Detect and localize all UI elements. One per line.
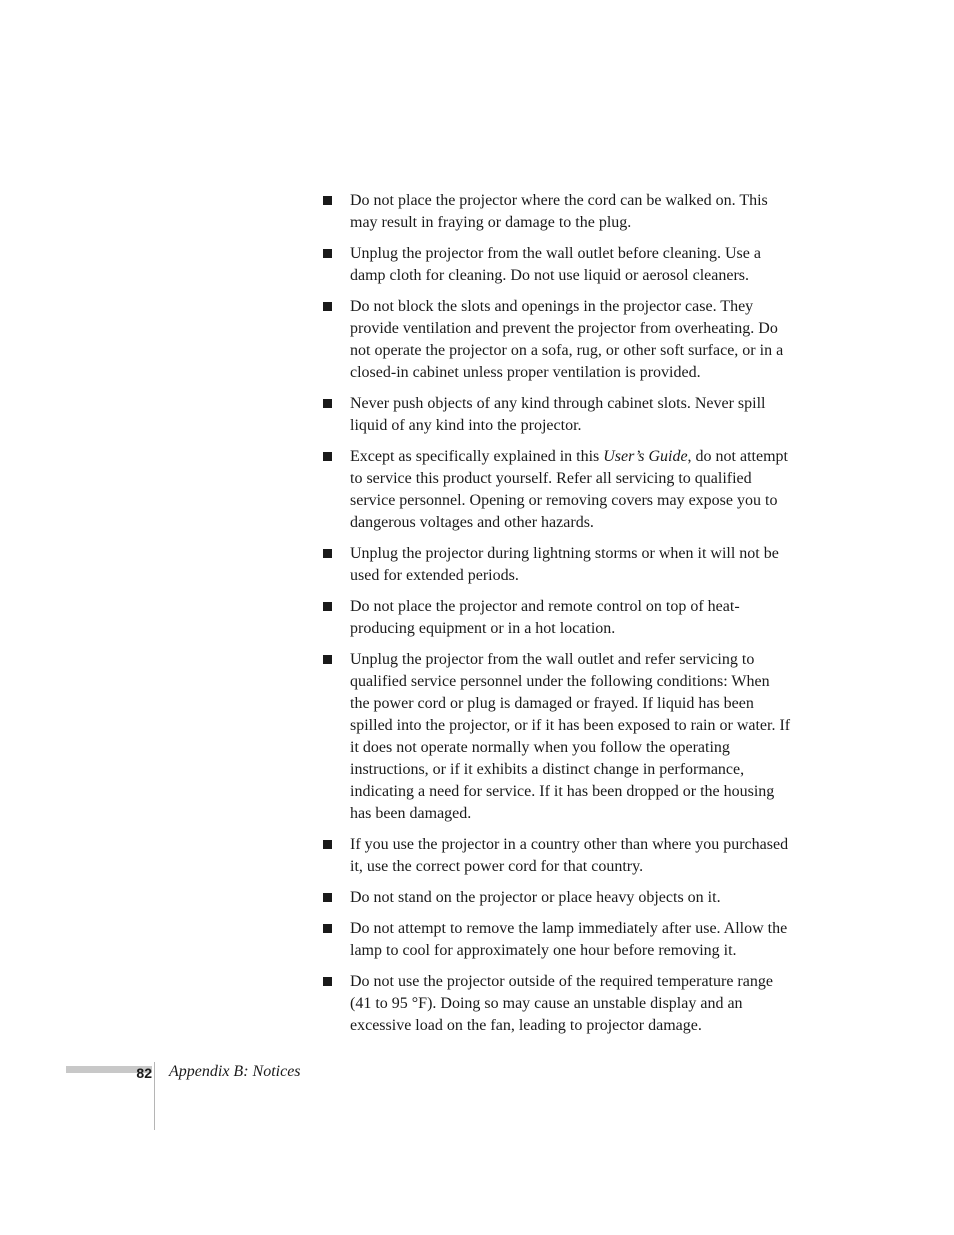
bullet-text: Do not stand on the projector or place heavy objects on it.: [350, 889, 721, 906]
list-item: [322, 918, 792, 962]
safety-bullet-list: [322, 190, 792, 1037]
notices-content: [322, 190, 792, 1046]
bullet-text: Do not attempt to remove the lamp immediately after use. Allow the lamp to cool for approximately one hour before removing it.: [350, 920, 788, 959]
square-bullet-icon: [323, 840, 332, 849]
list-item: [322, 190, 792, 234]
square-bullet-icon: [323, 924, 332, 933]
bullet-text: [350, 448, 788, 531]
square-bullet-icon: [323, 249, 332, 258]
bullet-text-before: Except as specifically explained in this: [350, 448, 604, 465]
list-item: [322, 596, 792, 640]
footer-divider: [154, 1062, 155, 1130]
square-bullet-icon: [323, 399, 332, 408]
users-guide-title: User’s Guide: [603, 448, 688, 465]
square-bullet-icon: [323, 977, 332, 986]
square-bullet-icon: [323, 893, 332, 902]
list-item: [322, 243, 792, 287]
list-item: [322, 887, 792, 909]
bullet-text: Unplug the projector from the wall outlet before cleaning. Use a damp cloth for cleaning. Do not use liquid or aerosol cleaners.: [350, 245, 761, 284]
square-bullet-icon: [323, 655, 332, 664]
list-item: [322, 446, 792, 534]
bullet-text-after: , do not attempt to service this product yourself. Refer all servicing to qualified service personnel. Opening or removing covers may expose you to dangerous voltages and other hazards.: [350, 448, 788, 531]
bullet-text: Do not place the projector where the cord can be walked on. This may result in fraying or damage to the plug.: [350, 192, 768, 231]
square-bullet-icon: [323, 602, 332, 611]
page-number: 82: [136, 1065, 152, 1081]
list-item: [322, 393, 792, 437]
list-item: [322, 971, 792, 1037]
square-bullet-icon: [323, 302, 332, 311]
square-bullet-icon: [323, 452, 332, 461]
list-item: [322, 834, 792, 878]
list-item: [322, 649, 792, 825]
bullet-text: Never push objects of any kind through cabinet slots. Never spill liquid of any kind into the projector.: [350, 395, 766, 434]
list-item: [322, 296, 792, 384]
list-item: [322, 543, 792, 587]
bullet-text: Do not place the projector and remote control on top of heat-producing equipment or in a hot location.: [350, 598, 740, 637]
bullet-text: Unplug the projector during lightning storms or when it will not be used for extended periods.: [350, 545, 779, 584]
bullet-text: If you use the projector in a country other than where you purchased it, use the correct power cord for that country.: [350, 836, 789, 875]
square-bullet-icon: [323, 549, 332, 558]
square-bullet-icon: [323, 196, 332, 205]
footer-section-title: Appendix B: Notices: [169, 1063, 301, 1080]
bullet-text: Unplug the projector from the wall outlet and refer servicing to qualified service personnel under the following conditions: When the power cord or plug is damaged or frayed. If liquid has been spilled into the projector, or if it has been exposed to rain or water. If it does not operate normally when you follow the operating instructions, or if it exhibits a distinct change in performance, indicating a need for service. If it has been dropped or the housing has been damaged.: [350, 651, 791, 822]
bullet-text: Do not use the projector outside of the required temperature range (41 to 95 °F). Doing so may cause an unstable display and an excessive load on the fan, leading to projector damage.: [350, 973, 773, 1034]
bullet-text: Do not block the slots and openings in the projector case. They provide ventilation and prevent the projector from overheating. Do not operate the projector on a sofa, rug, or other soft surface, or in a closed-in cabinet unless proper ventilation is provided.: [350, 298, 784, 381]
